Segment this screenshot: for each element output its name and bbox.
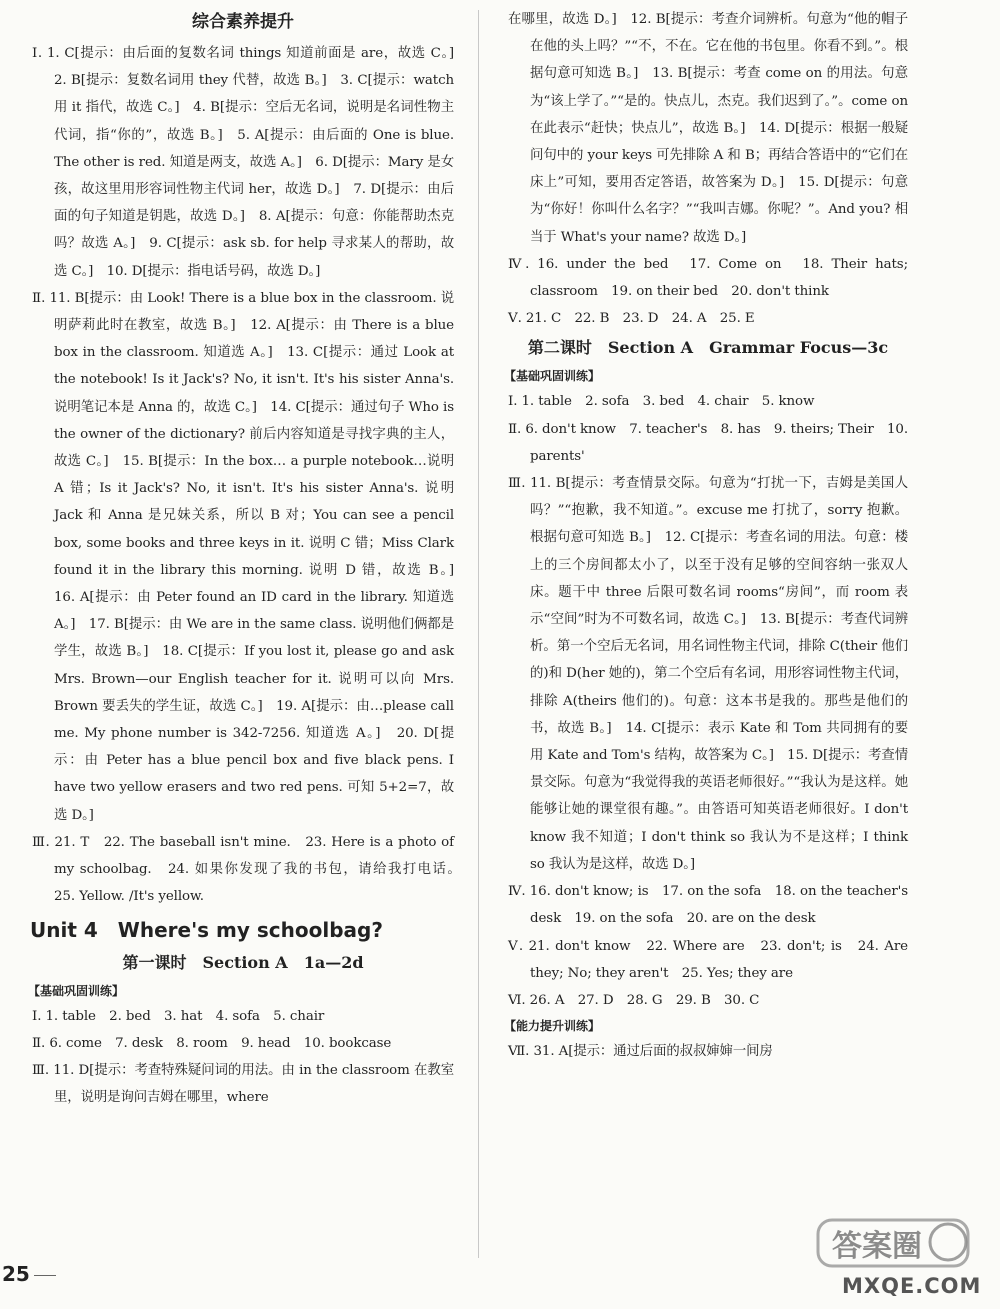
answer-block: Ⅲ. 11. B[提示：考查情景交际。句意为“打扰一下，吉姆是美国人吗？”“抱歉，我不知道。”。excuse me 打扰了，sorry 抱歉。根据句意可知选 B。] 12. C[提示：考查名词的用法。句意：楼上的三个房间都太小了，以至于没有足够的空间容纳一张双人床。题干中 three 后限可数名词 rooms“房间”，而 room 表示“空间”时为不可数名词，故选 C。] 13. B[提示：考查代词辨析。第一个空后无名词，用名词性物主代词，排除 C(their 他们的)和 D(her 她的)，第二个空后有名词，用形容词性物主代词，排除 A(theirs 他们的)。句意：这本书是我的。那些是他们的书，故选 B。] 14. C[提示：表示 Kate 和 Tom 共同拥有的要用 Kate and Tom's 结构，故答案为 C。] 15. D[提示：考查情景交际。句意为“我觉得我的英语老师很好。”“我认为是这样。她能够让她的课堂很有趣。”。由答语可知英语老师很好。I don't know 我不知道；I don't think so 我认为不是这样；I think so 我认为是这样，故选 D。] <box>508 476 908 872</box>
answer-block: Ⅶ. 31. A[提示：通过后面的叔叔婶婶一间房 <box>508 1044 773 1060</box>
page-number: 25 <box>2 1262 30 1286</box>
answer-block: Ⅰ. 1. table 2. sofa 3. bed 4. chair 5. know <box>508 394 815 410</box>
answer-block: Ⅲ. 21. T 22. The baseball isn't mine. 23. Here is a photo of my schoolbag. 24. 如果你发现了我的书包，请给我打电话。 25. Yellow. /It's yellow. <box>32 834 468 905</box>
watermark-logo <box>812 1212 982 1306</box>
answer-block: Ⅳ. 16. under the bed 17. Come on 18. Their hats; classroom 19. on their bed 20. don't think <box>508 256 908 300</box>
answer-block: Ⅱ. 6. don't know 7. teacher's 8. has 9. theirs; Their 10. parents' <box>508 421 908 464</box>
answer-block: Ⅱ. 6. come 7. desk 8. room 9. head 10. bookcase <box>32 1035 392 1051</box>
answer-block: Ⅱ. 11. B[提示：由 Look! There is a blue box in the classroom. 说明萨莉此时在教室，故选 B。] 12. A[提示：由 There is a blue box in the classroom. 知道选 A。] 13. C[提示：通过 Look at the notebook! Is it Jack's? No, it isn't. It's his sister Anna's. 说明笔记本是 Anna 的，故选 C。] 14. C[提示：通过句子 Who is the owner of the dictionary? 前后内容知道是寻找字典的主人，故选 C。] 15. B[提示：In the box… a purple notebook…说明 A 错；Is it Jack's? No, it isn't. It's his sister Anna's. 说明 Jack 和 Anna 是兄妹关系，所以 B 对；You can see a pencil box, some books and three keys in it. 说明 C 错；Miss Clark found it in the library this morning. 说明 D 错，故选 B。] 16. A[提示：由 Peter found an ID card in the library. 知道选 A。] 17. B[提示：由 We are in the same class. 说明他们俩都是学生，故选 B。] 18. C[提示：If you lost it, please go and ask Mrs. Brown—our English teacher for it. 说明可以向 Mrs. Brown 要丢失的学生证，故选 C。] 19. A[提示：由…please call me. My phone number is 342-7256. 知道选 A。] 20. D[提示：由 Peter has a blue pencil box and five black pens. I have two yellow erasers and two red pens. 可知 5+2=7，故选 D。] <box>32 290 468 823</box>
answer-block: Ⅵ. 26. A 27. D 28. G 29. B 30. C <box>508 992 760 1008</box>
answer-block: Ⅲ. 11. D[提示：考查特殊疑问词的用法。由 in the classroom 在教室里，说明是询问吉姆在哪里，where <box>32 1062 454 1106</box>
svg-text:答案圈: 答案圈 <box>832 1229 922 1264</box>
right-column <box>504 6 908 1065</box>
answer-block: Ⅴ. 21. C 22. B 23. D 24. A 25. E <box>508 311 755 327</box>
lesson-title: 第一课时 Section A 1a—2d <box>122 952 364 972</box>
answer-block: Ⅳ. 16. don't know; is 17. on the sofa 18. on the teacher's desk 19. on the sofa 20. are on the desk <box>508 884 908 927</box>
answer-block: Ⅰ. 1. C[提示：由后面的复数名词 things 知道前面是 are，故选 C。] 2. B[提示：复数名词用 they 代替，故选 B。] 3. C[提示：watch 用 it 指代，故选 C。] 4. B[提示：空后无名词，说明是名词性物主代词，指“你的”，故选 B。] 5. A[提示：由后面的 One is blue. The other is red. 知道是两支，故选 A。] 6. D[提示：Mary 是女孩，故这里用形容词性物主代词 her，故选 D。] 7. D[提示：由后面的句子知道是钥匙，故选 D。] 8. A[提示：句意：你能帮助杰克吗？故选 A。] 9. C[提示：ask sb. for help 寻求某人的帮助，故选 C。] 10. D[提示：指电话号码，故选 D。] <box>32 46 468 279</box>
watermark-logo-icon <box>812 1212 982 1276</box>
subhead: 【基础巩固训练】 <box>28 983 125 998</box>
answer-block: 在哪里，故选 D。] 12. B[提示：考查介词辨析。句意为“他的帽子在他的头上吗？”“不，不在。它在他的书包里。你看不到。”。根据句意可知选 B。] 13. B[提示：考查 come on 的用法。句意为“该上学了。”“是的。快点儿，杰克。我们迟到了。”。come on 在此表示“赶快；快点儿”，故选 B。] 14. D[提示：根据一般疑问句中的 your keys 可先排除 A 和 B；再结合答语中的“它们在床上”可知，要用否定答语，故答案为 D。] 15. D[提示：句意为“你好！你叫什么名字？”“我叫吉娜。你呢？”。And you? 相当于 What's your name? 故选 D。] <box>508 12 908 245</box>
column-divider <box>478 10 479 1258</box>
unit-title: Unit 4 Where's my schoolbag? <box>30 917 383 942</box>
page-number-rule <box>34 1275 56 1276</box>
subhead: 【能力提升训练】 <box>504 1019 601 1034</box>
answer-block: Ⅴ. 21. don't know 22. Where are 23. don't; is 24. Are they; No; they aren't 25. Yes; they are <box>508 938 908 981</box>
left-column <box>28 6 468 1111</box>
subhead: 【基础巩固训练】 <box>504 369 601 384</box>
watermark-site: MXQE.COM <box>842 1274 982 1298</box>
section-title: 综合素养提升 <box>192 12 294 32</box>
lesson-title: 第二课时 Section A Grammar Focus—3c <box>527 338 889 358</box>
answer-block: Ⅰ. 1. table 2. bed 3. hat 4. sofa 5. chair <box>32 1008 325 1024</box>
